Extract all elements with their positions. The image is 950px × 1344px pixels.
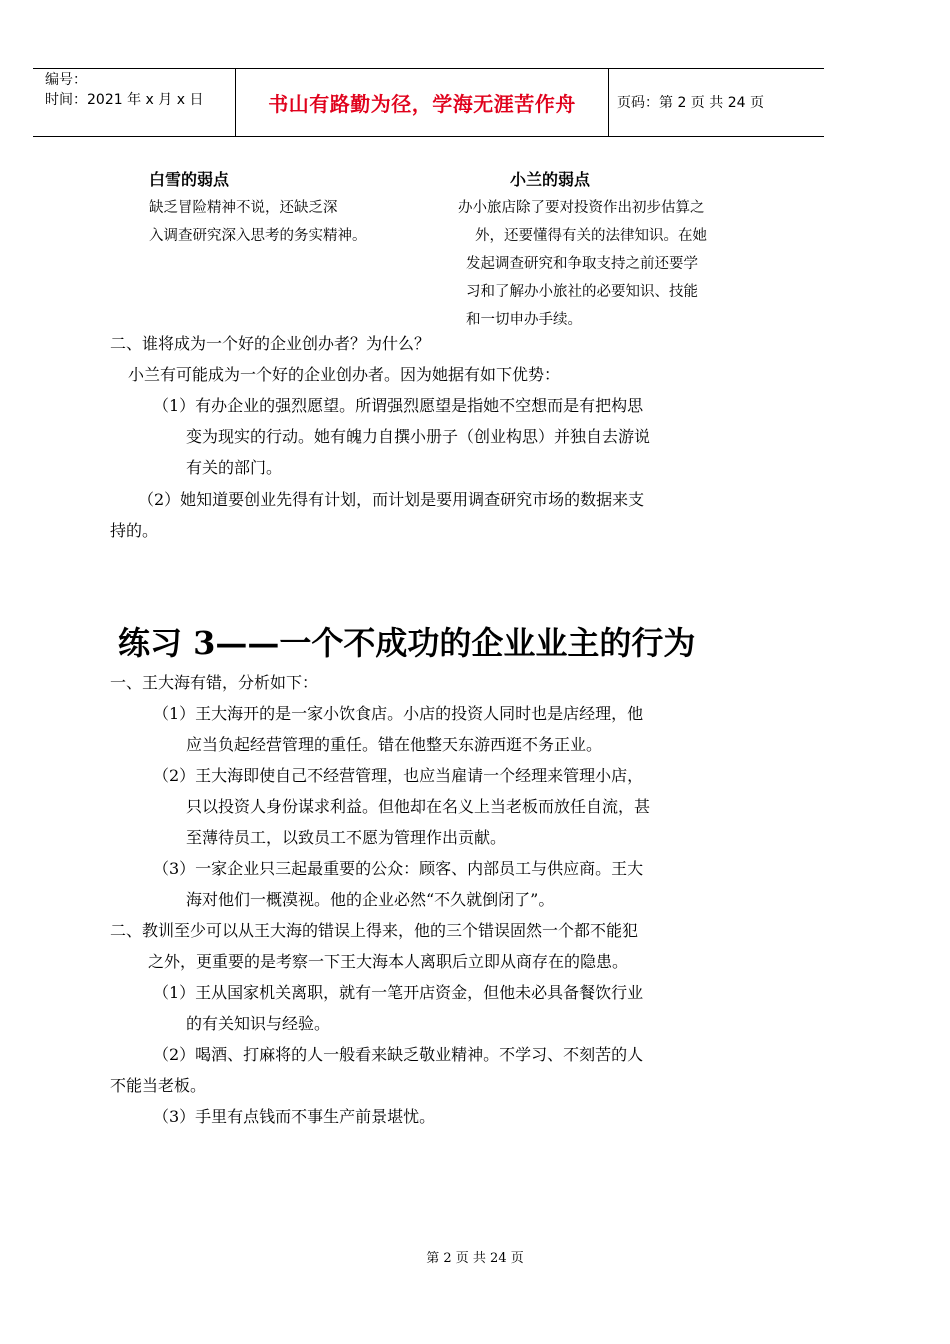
p2-item2-line1: （2）喝酒、打麻将的人一般看来缺乏敬业精神。不学习、不刻苦的人 xyxy=(153,1045,644,1064)
p2-item1-line1: （1）王从国家机关离职，就有一笔开店资金，但他未必具备餐饮行业 xyxy=(153,983,644,1002)
header-motto: 书山有路勤为径，学海无涯苦作舟 xyxy=(268,92,576,116)
right-line-3: 发起调查研究和争取支持之前还要学 xyxy=(466,256,698,272)
p1-item3-line2: 海对他们一概漠视。他的企业必然“不久就倒闭了”。 xyxy=(186,890,555,909)
header-top-rule xyxy=(33,68,824,69)
doc-number: 编号： xyxy=(45,72,87,88)
answer-2: 小兰有可能成为一个好的企业创办者。因为她据有如下优势： xyxy=(128,365,561,384)
s2-item1-line3: 有关的部门。 xyxy=(186,458,283,477)
right-line-2: 外，还要懂得有关的法律知识。在她 xyxy=(475,228,707,244)
part-1-heading: 一、王大海有错，分析如下： xyxy=(110,673,319,692)
left-heading: 白雪的弱点 xyxy=(149,170,230,189)
part-2-line2: 之外，更重要的是考察一下王大海本人离职后立即从商存在的隐患。 xyxy=(148,952,629,971)
s2-item1-line2: 变为现实的行动。她有魄力自撰小册子（创业构思）并独自去游说 xyxy=(186,427,651,446)
p2-item3: （3）手里有点钱而不事生产前景堪忧。 xyxy=(153,1107,436,1126)
left-line-1: 缺乏冒险精神不说，还缺乏深 xyxy=(149,200,338,216)
right-line-1: 办小旅店除了要对投资作出初步估算之 xyxy=(458,200,705,216)
question-2: 二、谁将成为一个好的企业创办者？为什么？ xyxy=(110,334,431,353)
exercise-title: 练习 3——一个不成功的企业业主的行为 xyxy=(118,624,696,662)
left-line-2: 入调查研究深入思考的务实精神。 xyxy=(149,228,367,244)
doc-time: 时间：2021 年 x 月 x 日 xyxy=(45,92,204,108)
p1-item2-line2: 只以投资人身份谋求利益。但他却在名义上当老板而放任自流，甚 xyxy=(186,797,651,816)
header-divider-2 xyxy=(608,68,609,136)
s2-item2-line1: （2）她知道要创业先得有计划，而计划是要用调查研究市场的数据来支 xyxy=(138,490,645,509)
part-2-line1: 二、教训至少可以从王大海的错误上得来，他的三个错误固然一个都不能犯 xyxy=(110,921,639,940)
p1-item2-line3: 至薄待员工，以致员工不愿为管理作出贡献。 xyxy=(186,828,507,847)
header-bottom-rule xyxy=(33,136,824,137)
right-line-4: 习和了解办小旅社的必要知识、技能 xyxy=(466,284,698,300)
p1-item1-line1: （1）王大海开的是一家小饮食店。小店的投资人同时也是店经理，他 xyxy=(153,704,644,723)
p1-item2-line1: （2）王大海即使自己不经营管理，也应当雇请一个经理来管理小店， xyxy=(153,766,644,785)
p2-item1-line2: 的有关知识与经验。 xyxy=(186,1014,331,1033)
s2-item1-line1: （1）有办企业的强烈愿望。所谓强烈愿望是指她不空想而是有把构思 xyxy=(153,396,644,415)
right-heading: 小兰的弱点 xyxy=(510,170,591,189)
p1-item1-line2: 应当负起经营管理的重任。错在他整天东游西逛不务正业。 xyxy=(186,735,603,754)
header-page-info: 页码：第 2 页 共 24 页 xyxy=(617,95,764,111)
p2-item2-line2: 不能当老板。 xyxy=(110,1076,207,1095)
header-meta xyxy=(45,70,203,110)
right-line-5: 和一切申办手续。 xyxy=(466,312,582,328)
s2-item2-line2: 持的。 xyxy=(110,521,159,540)
p1-item3-line1: （3）一家企业只三起最重要的公众：顾客、内部员工与供应商。王大 xyxy=(153,859,644,878)
page-footer: 第 2 页 共 24 页 xyxy=(426,1251,524,1266)
